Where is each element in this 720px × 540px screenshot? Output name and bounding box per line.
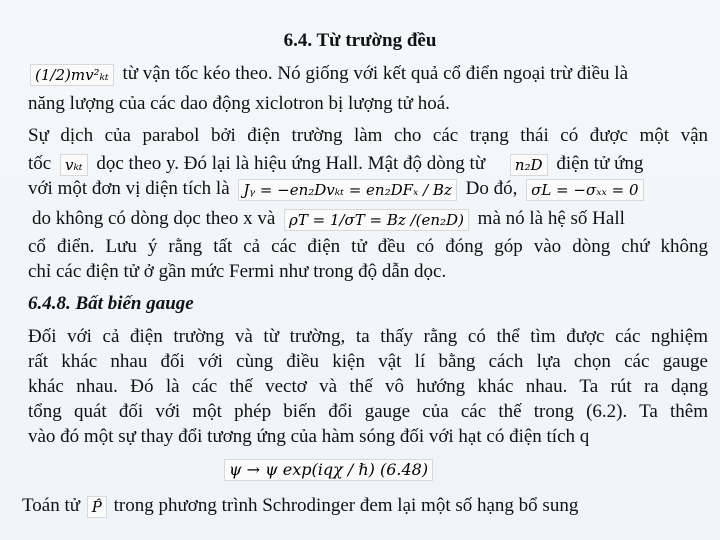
para-line-4: tổng quát đối với một phép biến đổi gauge của các thế trong (6.2). Ta thêm	[28, 401, 708, 422]
line-4-c: điện tử ứng	[556, 153, 644, 174]
line-4-b: dọc theo y. Đó lại là hiệu ứng Hall. Mật độ dòng từ	[96, 153, 486, 174]
last-line-a: Toán tử	[22, 495, 81, 516]
equation-6-48	[220, 457, 520, 481]
line-7: cổ điển. Lưu ý rằng tất cả các điện tử đều có đóng góp vào dòng chứ không	[28, 236, 708, 257]
line-5-b: Do đó,	[465, 178, 518, 199]
para-line-1: Đối với cả điện trường và từ trường, ta thấy rằng có thể tìm được các nghiệm	[28, 326, 708, 347]
formula-drift-velocity: vₖₜ	[60, 154, 88, 176]
line-6	[32, 207, 712, 231]
formula-momentum-operator: P̂	[87, 496, 107, 518]
formula-density: n₂D	[510, 154, 548, 176]
slide-title: 6.4. Từ trường đều	[283, 30, 437, 51]
line-1	[26, 62, 706, 86]
line-6-b: mà nó là hệ số Hall	[477, 208, 625, 229]
para-line-5: vào đó một sự thay đổi tương ứng của hàm sóng đối với hạt có điện tích q	[28, 426, 590, 447]
line-4-a: tốc	[28, 153, 52, 174]
line-2: năng lượng của các dao động xiclotron bị lượng tử hoá.	[28, 93, 450, 114]
formula-kinetic-energy: (1/2)mv²ₖₜ	[30, 64, 114, 86]
last-line	[22, 494, 702, 518]
last-line-b: trong phương trình Schrodinger đem lại một số hạng bổ sung	[113, 495, 579, 516]
line-8: chỉ các điện tử ở gần mức Fermi như trong độ dẫn dọc.	[28, 261, 447, 282]
para-line-2: rất khác nhau đối với cùng điều kiện vật lí bằng cách lựa chọn các gauge	[28, 351, 708, 372]
para-line-3: khác nhau. Đó là các thế vectơ và thế vô hướng khác nhau. Ta rút ra dạng	[28, 376, 708, 397]
line-3: Sự dịch của parabol bởi điện trường làm cho các trạng thái có được một vận	[28, 125, 708, 146]
line-4	[28, 152, 708, 176]
formula-gauge-transform: ψ → ψ exp(iqχ / ℏ) (6.48)	[224, 459, 433, 481]
formula-current-density: Jᵧ = −en₂Dvₖₜ = en₂DFₓ / Bz	[238, 179, 456, 201]
formula-hall-resistivity: ρT = 1/σT = Bz /(en₂D)	[284, 209, 469, 231]
line-5	[28, 177, 708, 201]
line-6-a: do không có dòng dọc theo x và	[32, 208, 276, 229]
line-1-text: từ vận tốc kéo theo. Nó giống với kết quả cổ điển ngoại trừ điều là	[122, 63, 629, 84]
formula-conductivity: σL = −σₓₓ = 0	[526, 179, 643, 201]
line-5-a: với một đơn vị diện tích là	[28, 178, 230, 199]
section-heading: 6.4.8. Bất biến gauge	[28, 293, 194, 314]
